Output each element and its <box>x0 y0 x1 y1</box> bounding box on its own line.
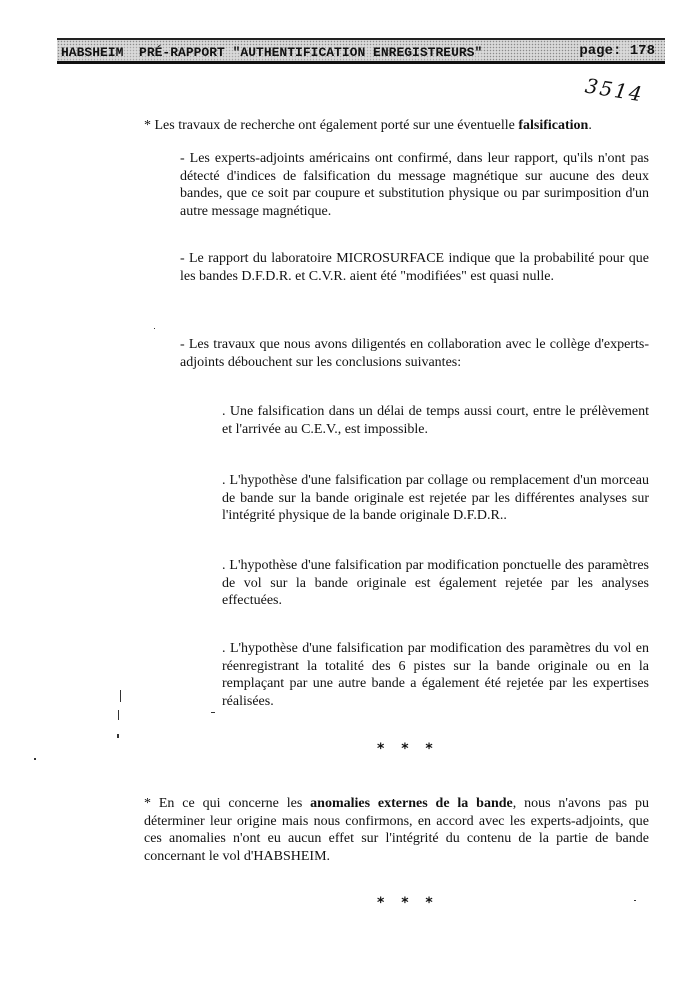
scan-speck <box>120 690 121 702</box>
conclusion-item: . L'hypothèse d'une falsification par collage ou remplacement d'un morceau de bande sur la bande originale est rejetée par les différentes analyses sur l'intégrité physique de la bande originale D.F.D.R.. <box>222 473 649 523</box>
scan-speck <box>634 900 636 901</box>
sub-item-american-experts: - Les experts-adjoints américains ont confirmé, dans leur rapport, qu'ils n'ont pas détecté d'indices de falsification du message magnétique sur aucune des deux bandes, que ce soit par coupure et substitution physique ou par surimposition d'un autre message magnétique. <box>180 151 649 219</box>
conclusion-item: . Une falsification dans un délai de temps aussi court, entre le prélèvement et l'arrivée au C.E.V., est impossible. <box>222 404 649 437</box>
anomalies-lead: * En ce qui concerne les <box>144 796 311 811</box>
handwritten-page-stamp: 3514 <box>583 73 646 107</box>
intro-bold-term: falsification <box>518 118 589 133</box>
anomalies-tail: , nous n'avons pas pu déterminer leur origine mais nous confirmons, en accord avec les experts-adjoints, que ces anomalies n'ont eu aucun effet sur l'intégrité du contenu de la partie de bande concernant le vol d'HABSHEIM. <box>144 796 649 864</box>
sub-item-college-experts: - Les travaux que nous avons diligentés en collaboration avec le collège d'experts-adjoints débouchent sur les conclusions suivantes: <box>180 337 649 370</box>
intro-paragraph <box>144 117 649 135</box>
intro-lead: * Les travaux de recherche ont également porté sur une éventuelle <box>144 118 519 133</box>
conclusion-item: . L'hypothèse d'une falsification par modification ponctuelle des paramètres de vol sur la bande originale est également rejetée par les analyses effectuées. <box>222 558 649 608</box>
scan-speck <box>154 328 155 329</box>
sub-item-microsurface: - Le rapport du laboratoire MICROSURFACE indique que la probabilité pour que les bandes D.F.D.R. et C.V.R. aient été "modifiées" est quasi nulle. <box>180 251 649 284</box>
section-separator: * * * <box>377 741 439 757</box>
section-separator: * * * <box>377 895 439 911</box>
anomalies-paragraph <box>144 795 649 865</box>
header-title: HABSHEIM PRÉ-RAPPORT "AUTHENTIFICATION ENREGISTREURS" <box>61 45 483 60</box>
scan-speck <box>118 710 119 720</box>
anomalies-bold-term: anomalies externes de la bande <box>310 796 513 811</box>
conclusion-item: . L'hypothèse d'une falsification par modification des paramètres du vol en réenregistrant la totalité des 6 pistes sur la bande originale ou en la remplaçant par une autre bande a également été rejetée par les expertises réalisées. <box>222 641 649 709</box>
page-number: page: 178 <box>579 43 655 59</box>
scan-speck <box>211 712 215 713</box>
scan-speck <box>117 734 119 738</box>
intro-tail: . <box>588 118 592 133</box>
page-header <box>57 38 665 64</box>
scan-speck <box>34 758 36 760</box>
